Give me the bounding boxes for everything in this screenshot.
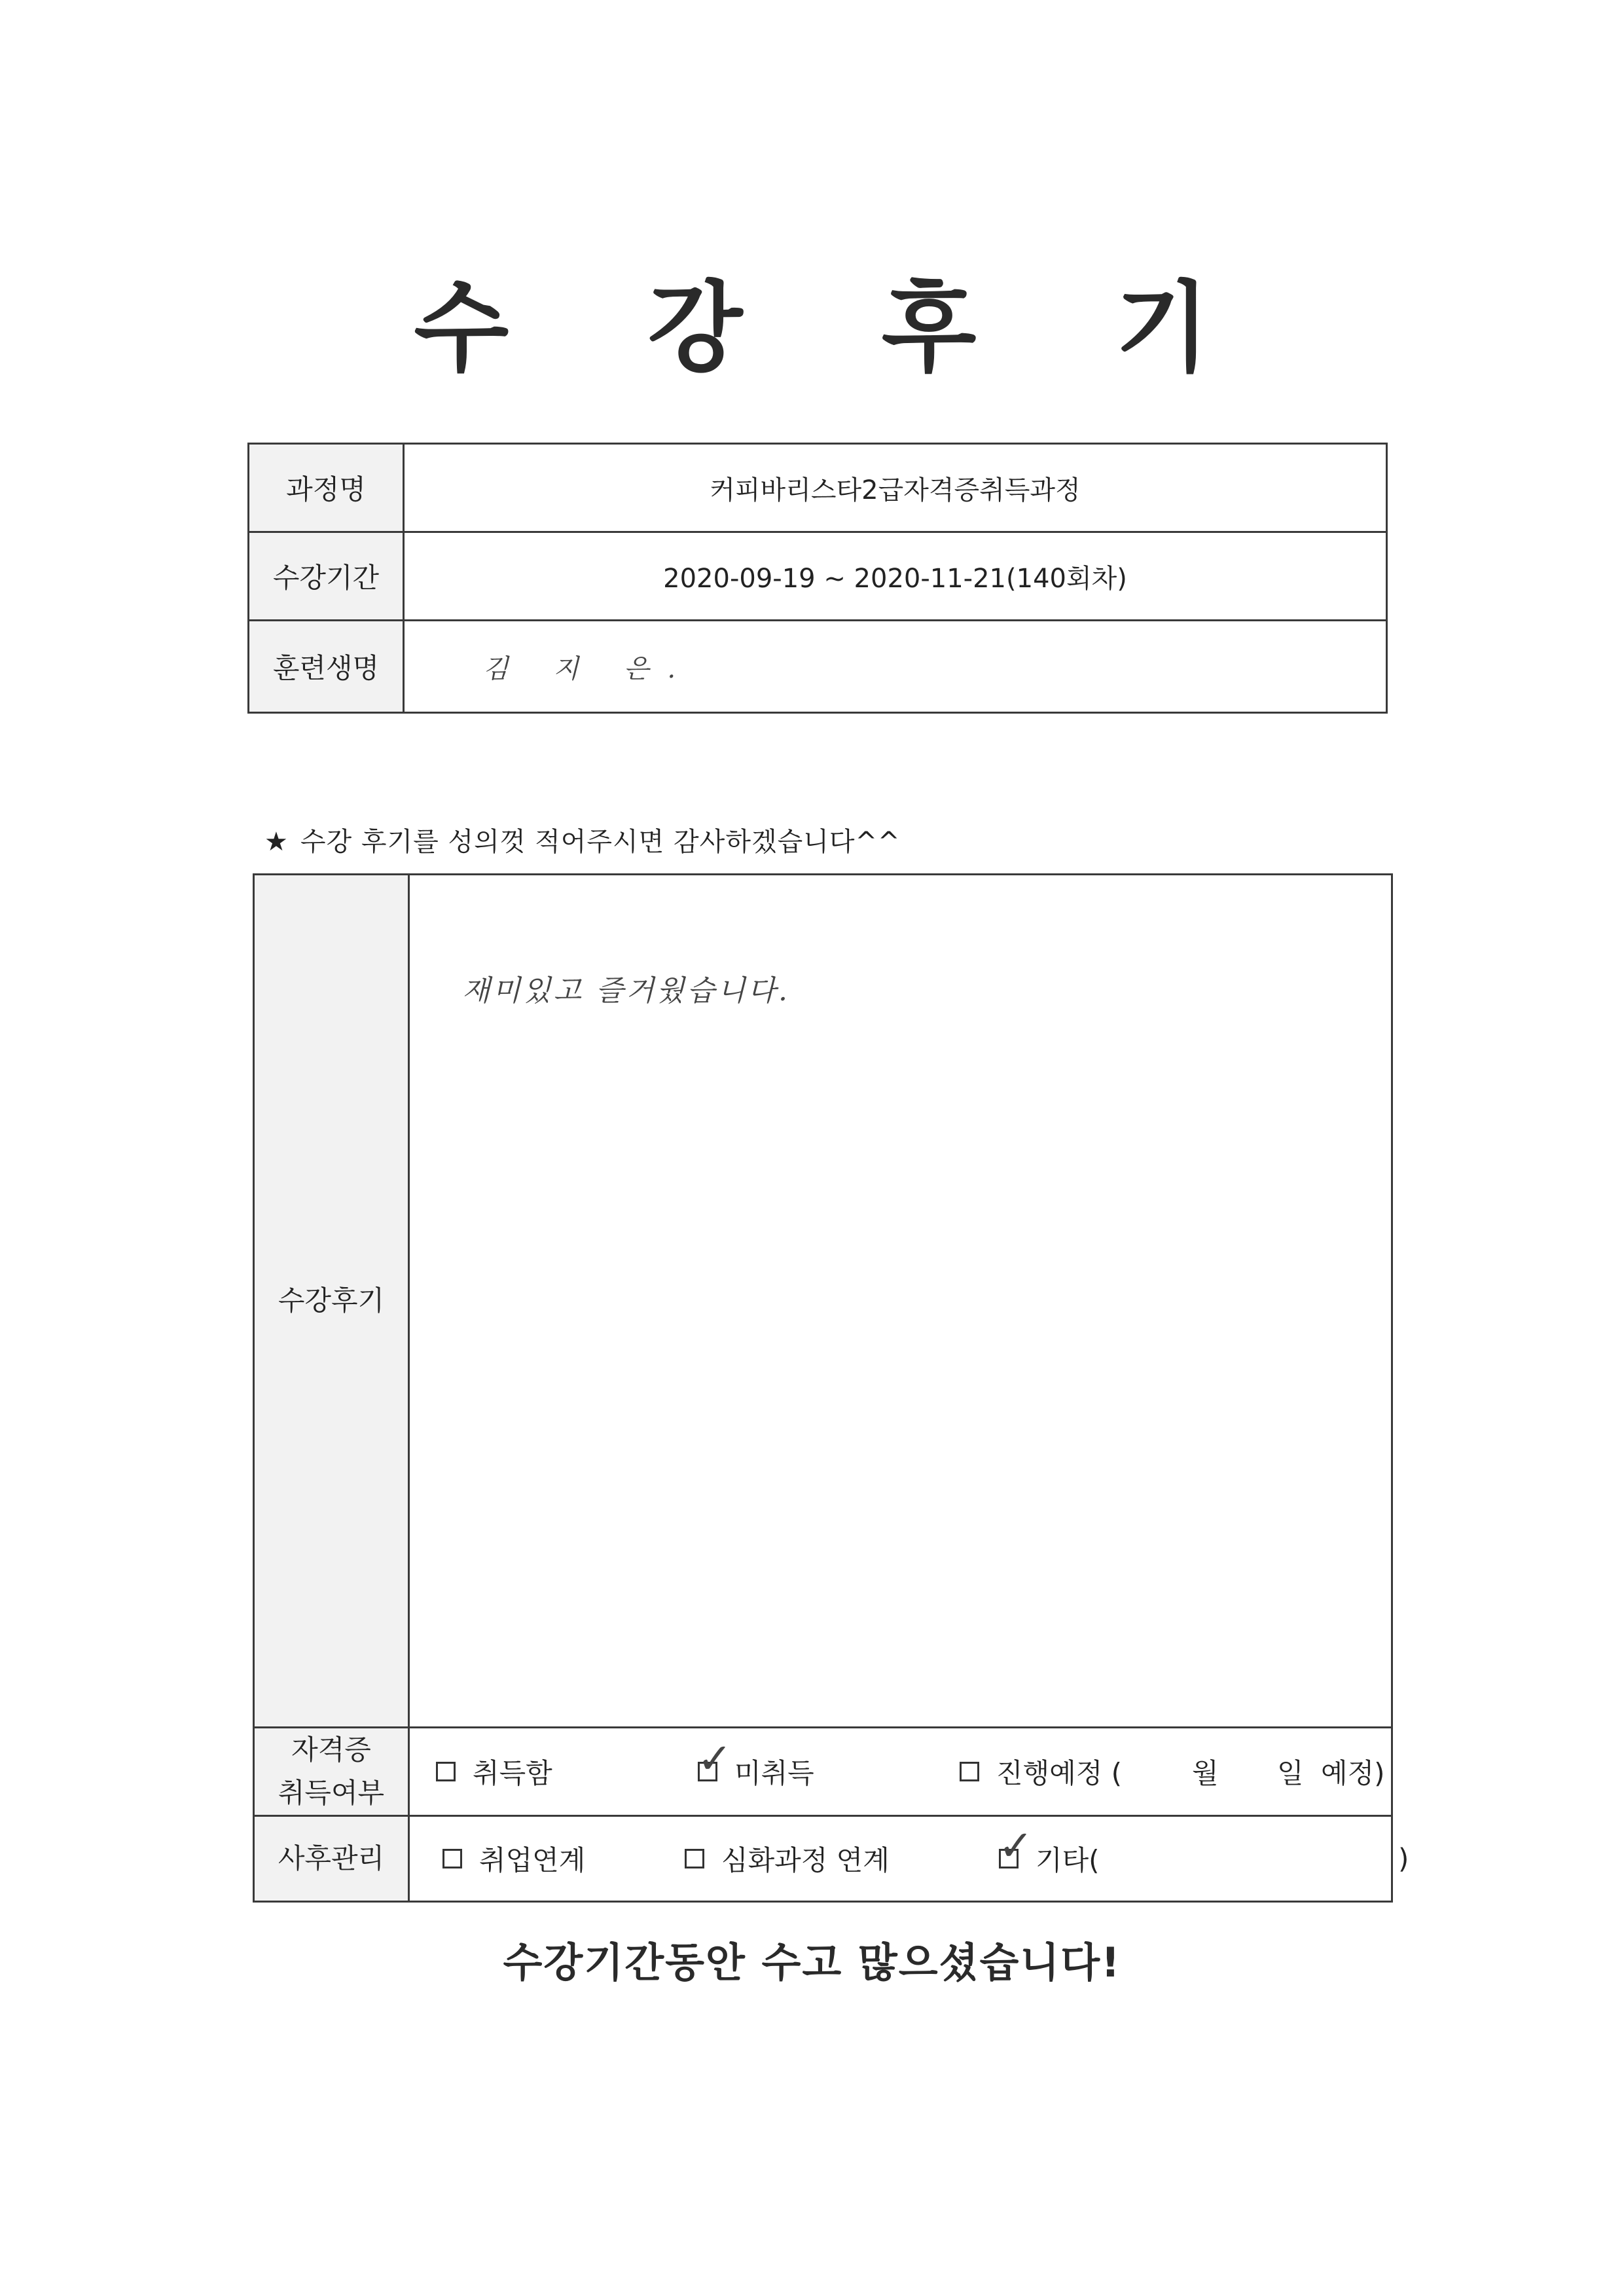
option-not-acquired-label: 미취득	[734, 1757, 814, 1789]
certification-label-line2: 취득여부	[278, 1777, 385, 1809]
aftercare-options	[409, 1816, 1409, 1902]
trainee-label: 훈련생명	[249, 621, 404, 713]
certification-options	[409, 1728, 1392, 1816]
option-acquired[interactable]	[436, 1752, 552, 1791]
checkmark-icon: ✓	[998, 1822, 1034, 1870]
day-label: 일	[1277, 1757, 1304, 1789]
page-title: 수 강 후 기	[414, 272, 1263, 386]
review-field[interactable]	[409, 875, 1392, 1728]
aftercare-label: 사후관리	[254, 1816, 409, 1902]
other-close-paren: )	[1398, 1842, 1409, 1875]
certification-label	[254, 1728, 409, 1816]
review-label: 수강후기	[254, 875, 409, 1728]
checkbox-icon[interactable]	[960, 1762, 979, 1781]
checkbox-checked-icon[interactable]	[998, 1822, 1034, 1870]
scheduled-label: 예정)	[1321, 1757, 1385, 1789]
course-info-table	[247, 443, 1388, 714]
checkmark-icon: ✓	[697, 1735, 732, 1783]
month-label: 월	[1192, 1757, 1219, 1789]
checkbox-icon[interactable]	[436, 1762, 456, 1781]
period-label: 수강기간	[249, 532, 404, 621]
option-other-label: 기타(	[1036, 1844, 1100, 1876]
option-in-progress-label: 진행예정 (	[996, 1757, 1123, 1789]
notice-text: 수강 후기를 성의껏 적어주시면 감사하겠습니다^^	[300, 827, 901, 857]
checkbox-icon[interactable]	[442, 1849, 462, 1868]
review-table	[253, 873, 1409, 1903]
option-job-link-label: 취업연계	[479, 1844, 586, 1876]
review-notice	[264, 821, 901, 858]
option-job-link[interactable]	[442, 1839, 585, 1878]
option-not-acquired[interactable]	[697, 1735, 814, 1791]
period-value: 2020-09-19 ~ 2020-11-21(140회차)	[404, 532, 1387, 621]
option-in-progress[interactable]	[960, 1752, 1122, 1791]
checkbox-checked-icon[interactable]	[697, 1735, 732, 1783]
course-name-value: 커피바리스타2급자격증취득과정	[404, 444, 1387, 532]
course-name-label: 과정명	[249, 444, 404, 532]
trainee-name-field[interactable]: 김 지 은.	[404, 621, 1387, 713]
review-text: 재미있고 즐거웠습니다.	[462, 974, 791, 1008]
option-advanced-course[interactable]	[685, 1839, 890, 1878]
option-other[interactable]	[998, 1822, 1100, 1878]
checkbox-icon[interactable]	[685, 1849, 704, 1868]
option-acquired-label: 취득함	[473, 1757, 552, 1789]
option-advanced-course-label: 심화과정 연계	[721, 1844, 890, 1876]
closing-message: 수강기간동안 수고 많으셨습니다!	[503, 1939, 1121, 1986]
certification-label-line1: 자격증	[291, 1734, 371, 1766]
star-icon: ★	[264, 827, 289, 857]
